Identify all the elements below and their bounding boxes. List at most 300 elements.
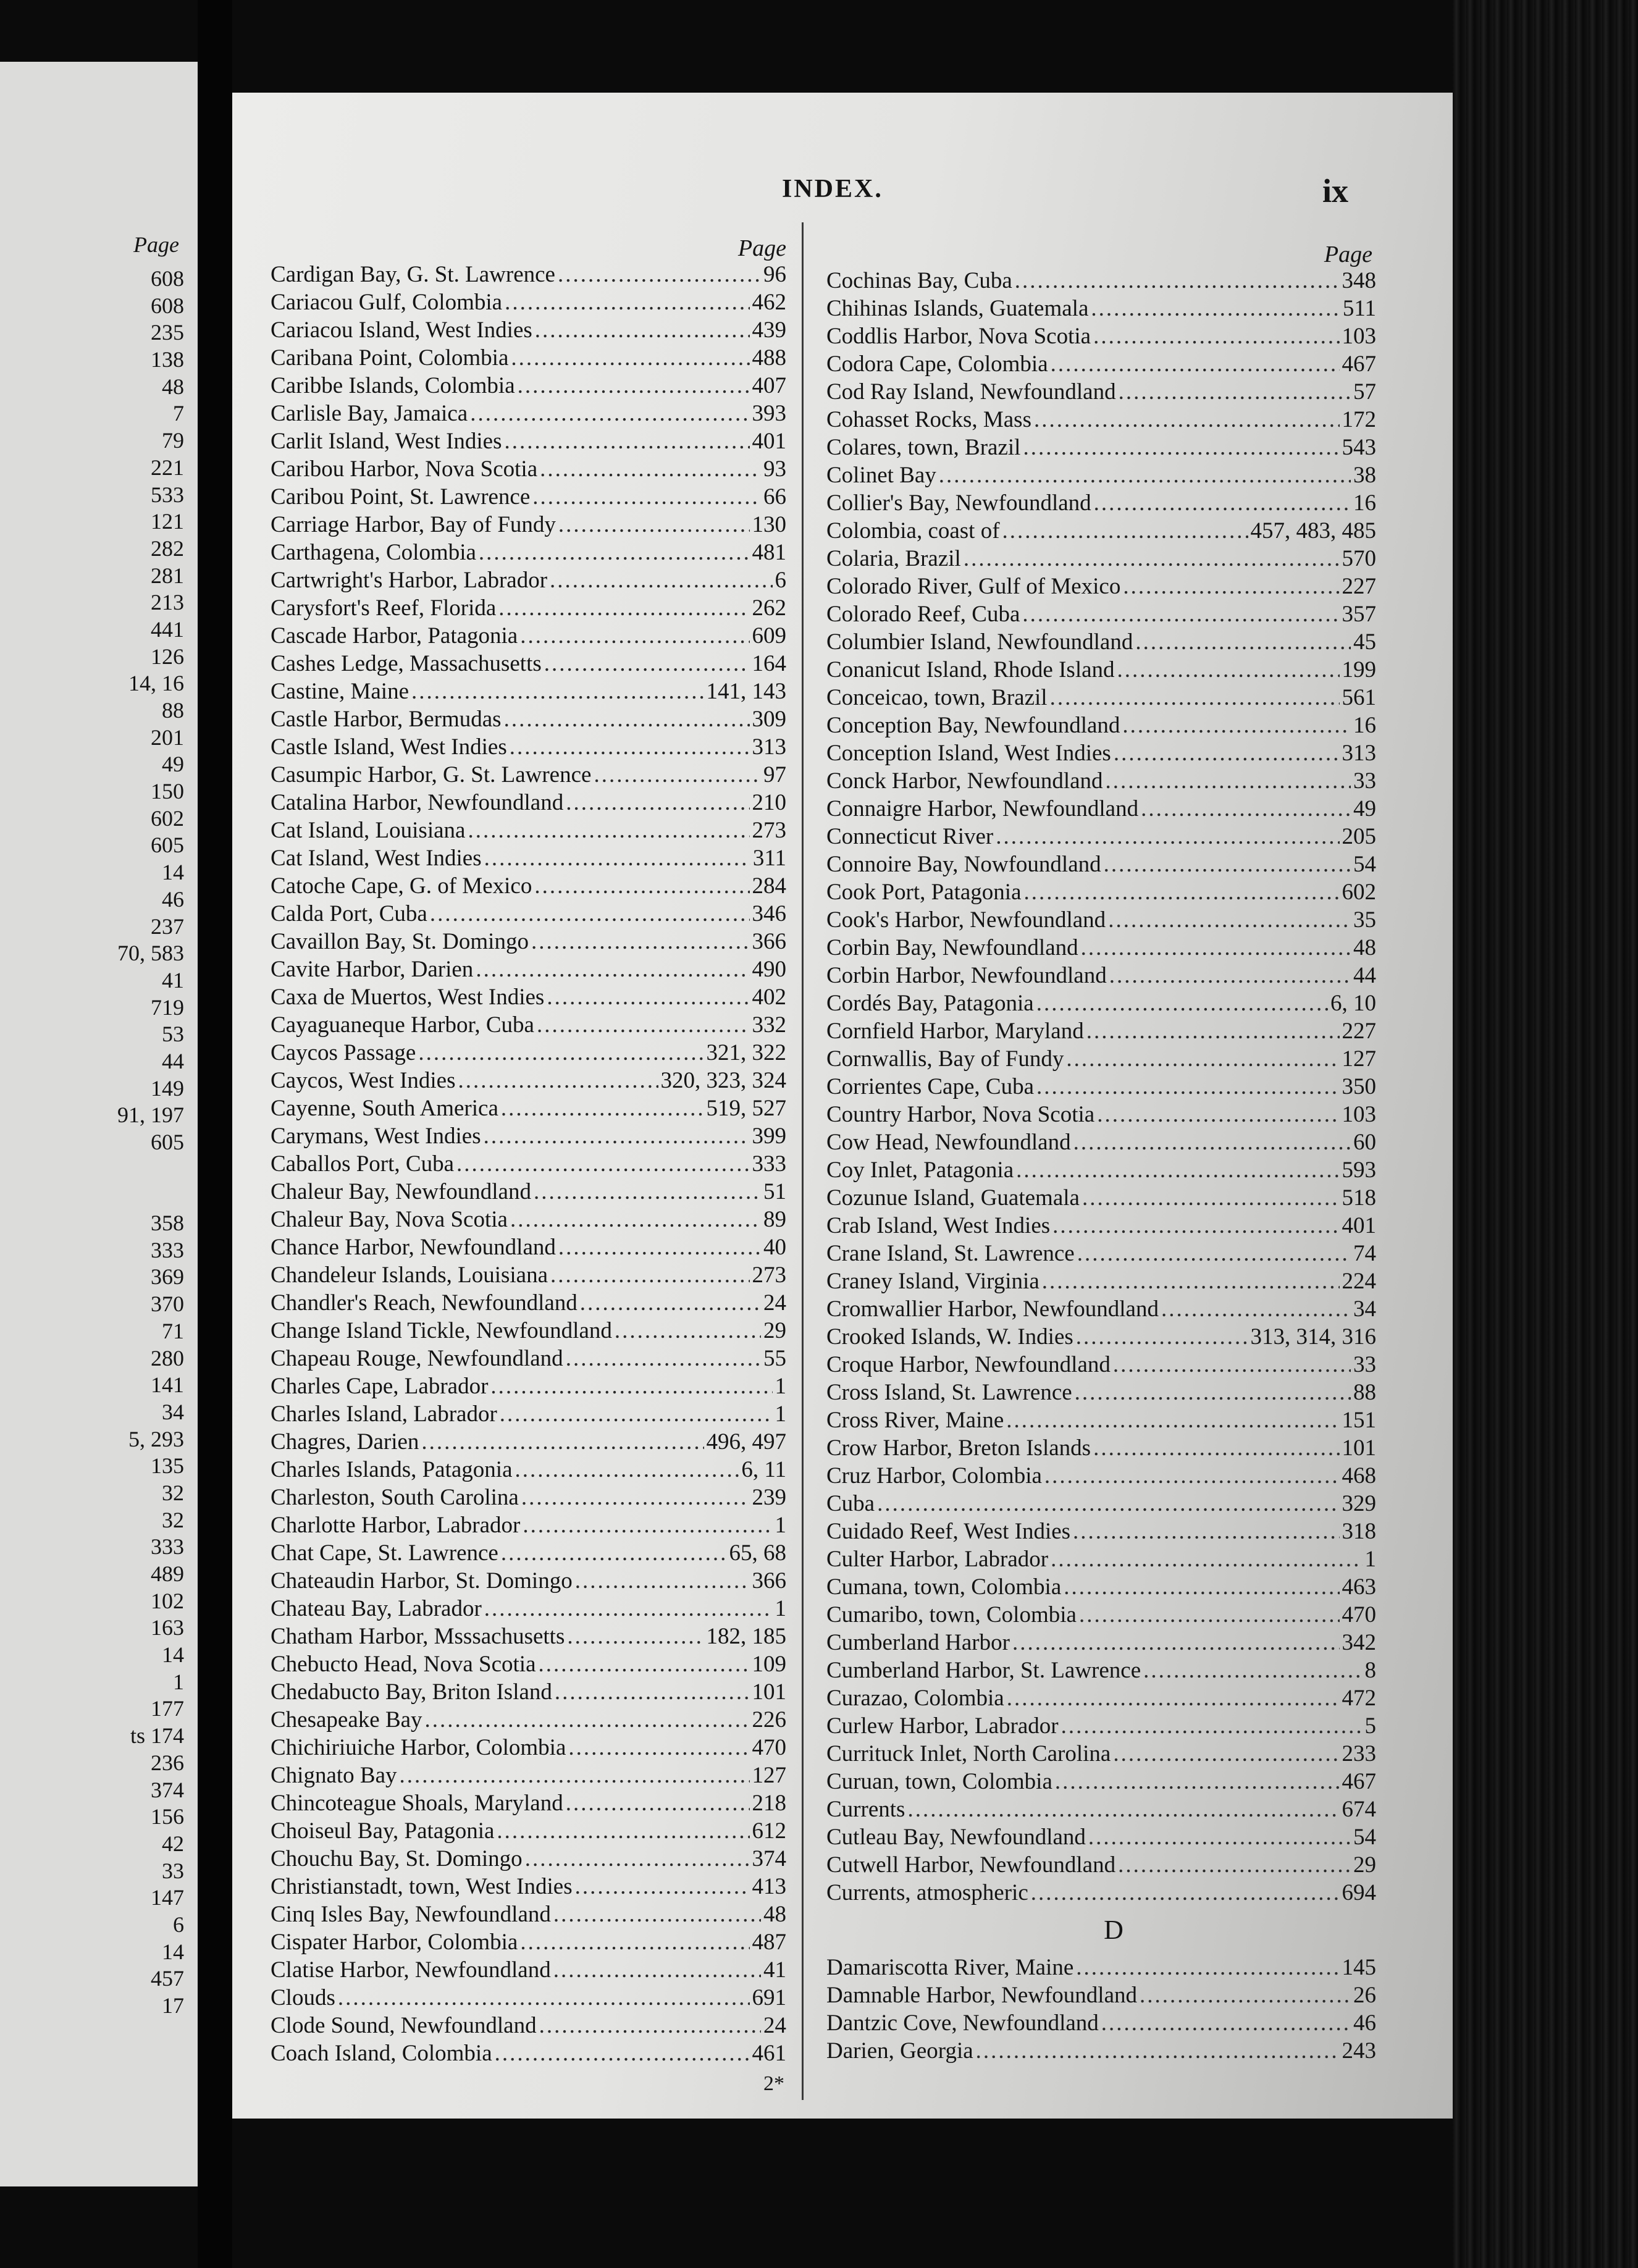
entry-page-number: 218 [752, 1791, 786, 1816]
entry-leader-dots [1081, 934, 1351, 962]
index-entry [271, 1623, 786, 1650]
entry-leader-dots [1052, 1212, 1339, 1240]
entry-leader-dots [1161, 1295, 1351, 1323]
section-letter: D [1104, 1915, 1124, 1945]
index-entry [271, 372, 786, 400]
entry-page-number: 210 [752, 790, 786, 815]
entry-leader-dots [1042, 1267, 1340, 1295]
entry-name: Colorado River, Gulf of Mexico [826, 574, 1121, 599]
previous-page-number: 333 [151, 1237, 184, 1262]
entry-page-number: 6, 10 [1330, 991, 1376, 1016]
entry-leader-dots [1082, 1184, 1340, 1212]
index-entry [271, 566, 786, 594]
entry-name: Cromwallier Harbor, Newfoundland [826, 1296, 1159, 1322]
index-entry [271, 316, 786, 344]
entry-name: Cook's Harbor, Newfoundland [826, 907, 1106, 933]
entry-page-number: 518 [1342, 1185, 1376, 1211]
previous-page-label: Page [133, 232, 179, 257]
index-entry [271, 1678, 786, 1706]
previous-page-number: 42 [162, 1831, 184, 1856]
index-page [232, 93, 1453, 2119]
entry-name: Currents [826, 1797, 905, 1822]
index-entry [271, 1178, 786, 1206]
previous-page-number: 126 [151, 644, 184, 669]
entry-page-number: 561 [1342, 685, 1376, 710]
entry-name: Cascade Harbor, Patagonia [271, 623, 518, 649]
entry-name: Colombia, coast of [826, 518, 1000, 544]
entry-page-number: 239 [752, 1485, 786, 1510]
entry-name: Colaria, Brazil [826, 546, 961, 571]
entry-leader-dots [1006, 1406, 1339, 1434]
entry-page-number: 33 [1353, 1352, 1376, 1377]
entry-name: Dantzic Cove, Newfoundland [826, 2010, 1099, 2036]
index-entry [826, 2037, 1376, 2065]
entry-name: Conception Bay, Newfoundland [826, 713, 1120, 738]
entry-leader-dots [495, 2039, 750, 2067]
index-entry [826, 1267, 1376, 1295]
entry-name: Carlit Island, West Indies [271, 429, 502, 454]
entry-name: Colorado Reef, Cuba [826, 602, 1020, 627]
entry-leader-dots [1066, 1045, 1339, 1073]
entry-page-number: 54 [1353, 852, 1376, 877]
entry-name: Clode Sound, Newfoundland [271, 2013, 537, 2038]
entry-page-number: 101 [752, 1679, 786, 1705]
index-entry [271, 1789, 786, 1817]
entry-leader-dots [497, 1817, 749, 1845]
entry-leader-dots [484, 1122, 750, 1150]
previous-page-number: 370 [151, 1292, 184, 1317]
entry-leader-dots [558, 1233, 761, 1261]
entry-leader-dots [1051, 350, 1340, 378]
index-entry [271, 761, 786, 789]
entry-leader-dots [877, 1490, 1339, 1518]
entry-leader-dots [907, 1796, 1339, 1823]
index-entry [271, 1567, 786, 1595]
entry-leader-dots [484, 1595, 773, 1623]
entry-name: Chance Harbor, Newfoundland [271, 1235, 556, 1260]
entry-leader-dots [1023, 434, 1339, 461]
entry-name: Curazao, Colombia [826, 1686, 1004, 1711]
index-entry [826, 517, 1376, 545]
entry-page-number: 342 [1342, 1630, 1376, 1655]
entry-name: Casumpic Harbor, G. St. Lawrence [271, 762, 592, 788]
entry-page-number: 101 [1342, 1435, 1376, 1461]
entry-name: Craney Island, Virginia [826, 1269, 1040, 1294]
index-entry [271, 1345, 786, 1372]
entry-page-number: 262 [752, 595, 786, 621]
entry-leader-dots [1088, 1823, 1351, 1851]
entry-page-number: 54 [1353, 1825, 1376, 1850]
entry-leader-dots [615, 1317, 761, 1345]
index-entry [271, 1122, 786, 1150]
entry-leader-dots [532, 483, 761, 511]
entry-leader-dots [1123, 573, 1339, 600]
index-entry [826, 600, 1376, 628]
entry-page-number: 93 [763, 456, 786, 482]
entry-name: Cat Island, Louisiana [271, 818, 466, 843]
entry-name: Cutleau Bay, Newfoundland [826, 1825, 1086, 1850]
entry-leader-dots [1104, 850, 1351, 878]
entry-leader-dots [1044, 1462, 1340, 1490]
entry-page-number: 6, 11 [741, 1457, 786, 1482]
entry-page-number: 40 [763, 1235, 786, 1260]
entry-page-number: 1 [775, 1596, 786, 1621]
entry-leader-dots [1093, 1434, 1339, 1462]
index-entry [826, 1462, 1376, 1490]
previous-page-fragment [0, 62, 198, 2186]
previous-page-number: 605 [151, 833, 184, 858]
index-entry [271, 678, 786, 705]
entry-name: Cumana, town, Colombia [826, 1574, 1062, 1600]
entry-name: Castle Harbor, Bermudas [271, 707, 502, 732]
index-entry [826, 378, 1376, 406]
index-entry [271, 594, 786, 622]
entry-leader-dots [553, 1900, 761, 1928]
entry-name: Cutwell Harbor, Newfoundland [826, 1852, 1116, 1878]
index-entry [826, 1518, 1376, 1545]
entry-leader-dots [566, 789, 749, 817]
index-entry [271, 1873, 786, 1900]
index-entry [271, 1762, 786, 1789]
index-entry [271, 1011, 786, 1039]
entry-name: Damariscotta River, Maine [826, 1955, 1074, 1980]
entry-leader-dots [456, 1150, 749, 1178]
index-entry [271, 1317, 786, 1345]
entry-name: Cow Head, Newfoundland [826, 1130, 1071, 1155]
entry-leader-dots [539, 2012, 761, 2039]
index-entry [826, 2009, 1376, 2037]
entry-name: Chaleur Bay, Newfoundland [271, 1179, 531, 1204]
index-entry [271, 983, 786, 1011]
index-entry [826, 406, 1376, 434]
index-entry [826, 962, 1376, 989]
entry-page-number: 172 [1342, 407, 1376, 432]
entry-page-number: 88 [1353, 1380, 1376, 1405]
index-entry [271, 1456, 786, 1484]
entry-leader-dots [555, 1678, 750, 1706]
index-entry [271, 789, 786, 817]
entry-leader-dots [1051, 1545, 1362, 1573]
index-entry [271, 1595, 786, 1623]
entry-leader-dots [1118, 1851, 1351, 1879]
index-entry [826, 850, 1376, 878]
entry-name: Carysfort's Reef, Florida [271, 595, 497, 621]
entry-name: Curlew Harbor, Labrador [826, 1713, 1059, 1739]
entry-leader-dots [458, 1067, 658, 1094]
index-entry [826, 1768, 1376, 1796]
entry-leader-dots [400, 1762, 750, 1789]
entry-page-number: 284 [752, 873, 786, 899]
entry-page-number: 74 [1353, 1241, 1376, 1266]
entry-page-number: 609 [752, 623, 786, 649]
entry-name: Carlisle Bay, Jamaica [271, 401, 468, 426]
entry-name: Chouchu Bay, St. Domingo [271, 1846, 523, 1871]
entry-leader-dots [498, 594, 749, 622]
index-entry [271, 1706, 786, 1734]
entry-leader-dots [1064, 1573, 1339, 1601]
index-entry [826, 823, 1376, 850]
previous-page-number: 102 [151, 1588, 184, 1613]
entry-page-number: 44 [1353, 963, 1376, 988]
previous-page-number: 14 [162, 1939, 184, 1964]
previous-page-number: 14 [162, 860, 184, 885]
entry-leader-dots [505, 288, 749, 316]
index-entry [826, 1545, 1376, 1573]
entry-leader-dots [1022, 600, 1339, 628]
index-entry [826, 1684, 1376, 1712]
entry-page-number: 182, 185 [706, 1624, 786, 1649]
previous-page-number: 533 [151, 482, 184, 507]
book-gutter [198, 0, 232, 2268]
entry-leader-dots [566, 1789, 750, 1817]
index-entry [271, 400, 786, 427]
entry-name: Crow Harbor, Breton Islands [826, 1435, 1091, 1461]
entry-leader-dots [558, 511, 750, 539]
index-entry [826, 1295, 1376, 1323]
entry-page-number: 472 [1342, 1686, 1376, 1711]
index-entry [826, 295, 1376, 322]
entry-page-number: 321, 322 [706, 1040, 786, 1065]
entry-name: Corrientes Cape, Cuba [826, 1074, 1034, 1099]
entry-leader-dots [1113, 1351, 1351, 1379]
entry-name: Currituck Inlet, North Carolina [826, 1741, 1111, 1766]
entry-name: Catoche Cape, G. of Mexico [271, 873, 532, 899]
entry-page-number: 243 [1342, 2038, 1376, 2064]
entry-page-number: 593 [1342, 1157, 1376, 1183]
index-entry [826, 1073, 1376, 1101]
entry-name: Connaigre Harbor, Newfoundland [826, 796, 1139, 821]
entry-leader-dots [1075, 1379, 1351, 1406]
index-entry [826, 1212, 1376, 1240]
previous-page-number: 358 [151, 1211, 184, 1236]
entry-leader-dots [1119, 378, 1351, 406]
entry-leader-dots [520, 1928, 749, 1956]
previous-page-number: 70, 583 [117, 941, 184, 966]
index-entry [826, 1045, 1376, 1073]
entry-page-number: 320, 323, 324 [660, 1068, 786, 1093]
entry-page-number: 141, 143 [706, 679, 786, 704]
entry-leader-dots [1076, 1954, 1339, 1981]
index-entry [826, 1017, 1376, 1045]
entry-leader-dots [430, 900, 750, 928]
previous-page-number: 147 [151, 1885, 184, 1910]
entry-name: Currents, atmospheric [826, 1880, 1028, 1905]
running-head: INDEX. [782, 175, 883, 203]
entry-leader-dots [568, 1734, 749, 1762]
index-entry [271, 928, 786, 956]
previous-page-number: 88 [162, 698, 184, 723]
entry-name: Codora Cape, Colombia [826, 351, 1048, 377]
index-entry [826, 1740, 1376, 1768]
entry-leader-dots [425, 1706, 750, 1734]
entry-name: Charles Islands, Patagonia [271, 1457, 513, 1482]
index-entry [271, 1650, 786, 1678]
entry-page-number: 227 [1342, 1018, 1376, 1044]
previous-page-number: 135 [151, 1453, 184, 1479]
index-entry [271, 1094, 786, 1122]
entry-page-number: 468 [1342, 1463, 1376, 1489]
index-entry [826, 906, 1376, 934]
entry-page-number: 470 [752, 1735, 786, 1760]
index-entry [271, 1289, 786, 1317]
previous-page-numbers [0, 266, 184, 2020]
entry-page-number: 205 [1342, 824, 1376, 849]
index-entry [271, 261, 786, 288]
entry-leader-dots [553, 1956, 761, 1984]
entry-page-number: 8 [1364, 1658, 1376, 1683]
entry-page-number: 41 [763, 1957, 786, 1983]
index-entry [271, 1984, 786, 2012]
index-entry [271, 2012, 786, 2039]
entry-name: Charles Cape, Labrador [271, 1374, 489, 1399]
index-entry [826, 1796, 1376, 1823]
index-entry [271, 511, 786, 539]
index-entry [271, 900, 786, 928]
previous-page-number: 280 [151, 1345, 184, 1371]
index-entry [271, 1233, 786, 1261]
entry-page-number: 519, 527 [706, 1096, 786, 1121]
previous-page-number: 333 [151, 1534, 184, 1560]
entry-page-number: 29 [763, 1318, 786, 1343]
entry-leader-dots [505, 427, 750, 455]
entry-page-number: 490 [752, 957, 786, 982]
previous-page-number: 605 [151, 1130, 184, 1154]
entry-name: Cumaribo, town, Colombia [826, 1602, 1077, 1628]
entry-leader-dots [550, 566, 772, 594]
entry-page-number: 199 [1342, 657, 1376, 682]
entry-leader-dots [580, 1289, 761, 1317]
previous-page-number: 14 [162, 1642, 184, 1668]
previous-page-number: 121 [151, 509, 184, 534]
entry-leader-dots [1106, 767, 1351, 795]
entry-leader-dots [476, 956, 749, 983]
entry-page-number: 103 [1342, 1102, 1376, 1127]
entry-leader-dots [964, 545, 1340, 573]
entry-name: Chignato Bay [271, 1763, 397, 1788]
entry-page-number: 16 [1353, 713, 1376, 738]
entry-leader-dots [1016, 1156, 1339, 1184]
entry-page-number: 233 [1342, 1741, 1376, 1766]
index-entry [271, 1817, 786, 1845]
entry-page-number: 318 [1342, 1519, 1376, 1544]
entry-name: Cumberland Harbor, St. Lawrence [826, 1658, 1141, 1683]
entry-page-number: 401 [1342, 1213, 1376, 1238]
previous-page-number: 156 [151, 1804, 184, 1829]
entry-page-number: 224 [1342, 1269, 1376, 1294]
entry-page-number: 57 [1353, 379, 1376, 405]
previous-page-number: 33 [162, 1858, 184, 1883]
entry-page-number: 311 [752, 846, 786, 871]
previous-page-number: 489 [151, 1561, 184, 1586]
entry-leader-dots [939, 461, 1351, 489]
index-entry [271, 1372, 786, 1400]
entry-name: Chateau Bay, Labrador [271, 1596, 482, 1621]
index-entry [826, 1323, 1376, 1351]
column-rule [802, 222, 804, 2100]
previous-page-number: 457 [151, 1966, 184, 1991]
entry-page-number: 97 [763, 762, 786, 788]
entry-name: Chichiriuiche Harbor, Colombia [271, 1735, 566, 1760]
entry-page-number: 24 [763, 2013, 786, 2038]
entry-name: Clatise Harbor, Newfoundland [271, 1957, 551, 1983]
entry-name: Caribana Point, Colombia [271, 345, 509, 371]
entry-page-number: 1 [1364, 1547, 1376, 1572]
entry-name: Coddlis Harbor, Nova Scotia [826, 324, 1091, 349]
entry-name: Crab Island, West Indies [826, 1213, 1051, 1238]
entry-page-number: 333 [752, 1151, 786, 1177]
entry-name: Chihinas Islands, Guatemala [826, 296, 1089, 321]
entry-page-number: 96 [763, 262, 786, 287]
entry-leader-dots [1055, 1768, 1340, 1796]
previous-page-number: 32 [162, 1480, 184, 1505]
entry-leader-dots [540, 455, 761, 483]
index-entry [826, 1601, 1376, 1629]
entry-name: Caycos, West Indies [271, 1068, 456, 1093]
entry-page-number: 55 [763, 1346, 786, 1371]
entry-page-number: 366 [752, 1568, 786, 1594]
previous-page-number: 34 [162, 1399, 184, 1424]
entry-leader-dots [547, 983, 749, 1011]
entry-name: Cook Port, Patagonia [826, 880, 1022, 905]
entry-name: Cornfield Harbor, Maryland [826, 1018, 1084, 1044]
index-entry [271, 705, 786, 733]
entry-page-number: 461 [752, 2041, 786, 2066]
index-entry [826, 1156, 1376, 1184]
entry-page-number: 227 [1342, 574, 1376, 599]
entry-leader-dots [1073, 1518, 1339, 1545]
entry-name: Corbin Bay, Newfoundland [826, 935, 1078, 960]
entry-name: Conception Island, West Indies [826, 741, 1111, 766]
entry-page-number: 309 [752, 707, 786, 732]
entry-name: Chaleur Bay, Nova Scotia [271, 1207, 508, 1232]
entry-name: Chesapeake Bay [271, 1707, 422, 1732]
entry-leader-dots [501, 1094, 704, 1122]
entry-leader-dots [575, 1873, 750, 1900]
entry-name: Castle Island, West Indies [271, 734, 507, 760]
entry-name: Caribou Harbor, Nova Scotia [271, 456, 538, 482]
entry-page-number: 393 [752, 401, 786, 426]
entry-name: Chagres, Darien [271, 1429, 419, 1455]
entry-page-number: 103 [1342, 324, 1376, 349]
previous-page-number: 369 [151, 1264, 184, 1290]
signature-mark: 2* [763, 2072, 784, 2095]
entry-page-number: 226 [752, 1707, 786, 1732]
entry-page-number: 332 [752, 1012, 786, 1038]
entry-name: Collier's Bay, Newfoundland [826, 490, 1091, 516]
previous-page-number: 1 [173, 1669, 184, 1694]
entry-name: Charlotte Harbor, Labrador [271, 1513, 521, 1538]
index-entry [826, 1128, 1376, 1156]
entry-name: Cuidado Reef, West Indies [826, 1519, 1071, 1544]
entry-page-number: 89 [763, 1207, 786, 1232]
previous-page-number: 71 [162, 1318, 184, 1343]
index-entry [826, 350, 1376, 378]
entry-page-number: 350 [1342, 1074, 1376, 1099]
entry-leader-dots [1117, 656, 1340, 684]
entry-page-number: 1 [775, 1513, 786, 1538]
entry-page-number: 399 [752, 1124, 786, 1149]
entry-page-number: 33 [1353, 768, 1376, 794]
index-entry [826, 1823, 1376, 1851]
entry-page-number: 313 [1342, 741, 1376, 766]
entry-page-number: 467 [1342, 1769, 1376, 1794]
entry-leader-dots [504, 705, 750, 733]
previous-page-number: 236 [151, 1750, 184, 1775]
entry-page-number: 467 [1342, 351, 1376, 377]
entry-page-number: 151 [1342, 1408, 1376, 1433]
entry-leader-dots [1034, 406, 1340, 434]
entry-name: Chatham Harbor, Msssachusetts [271, 1624, 565, 1649]
